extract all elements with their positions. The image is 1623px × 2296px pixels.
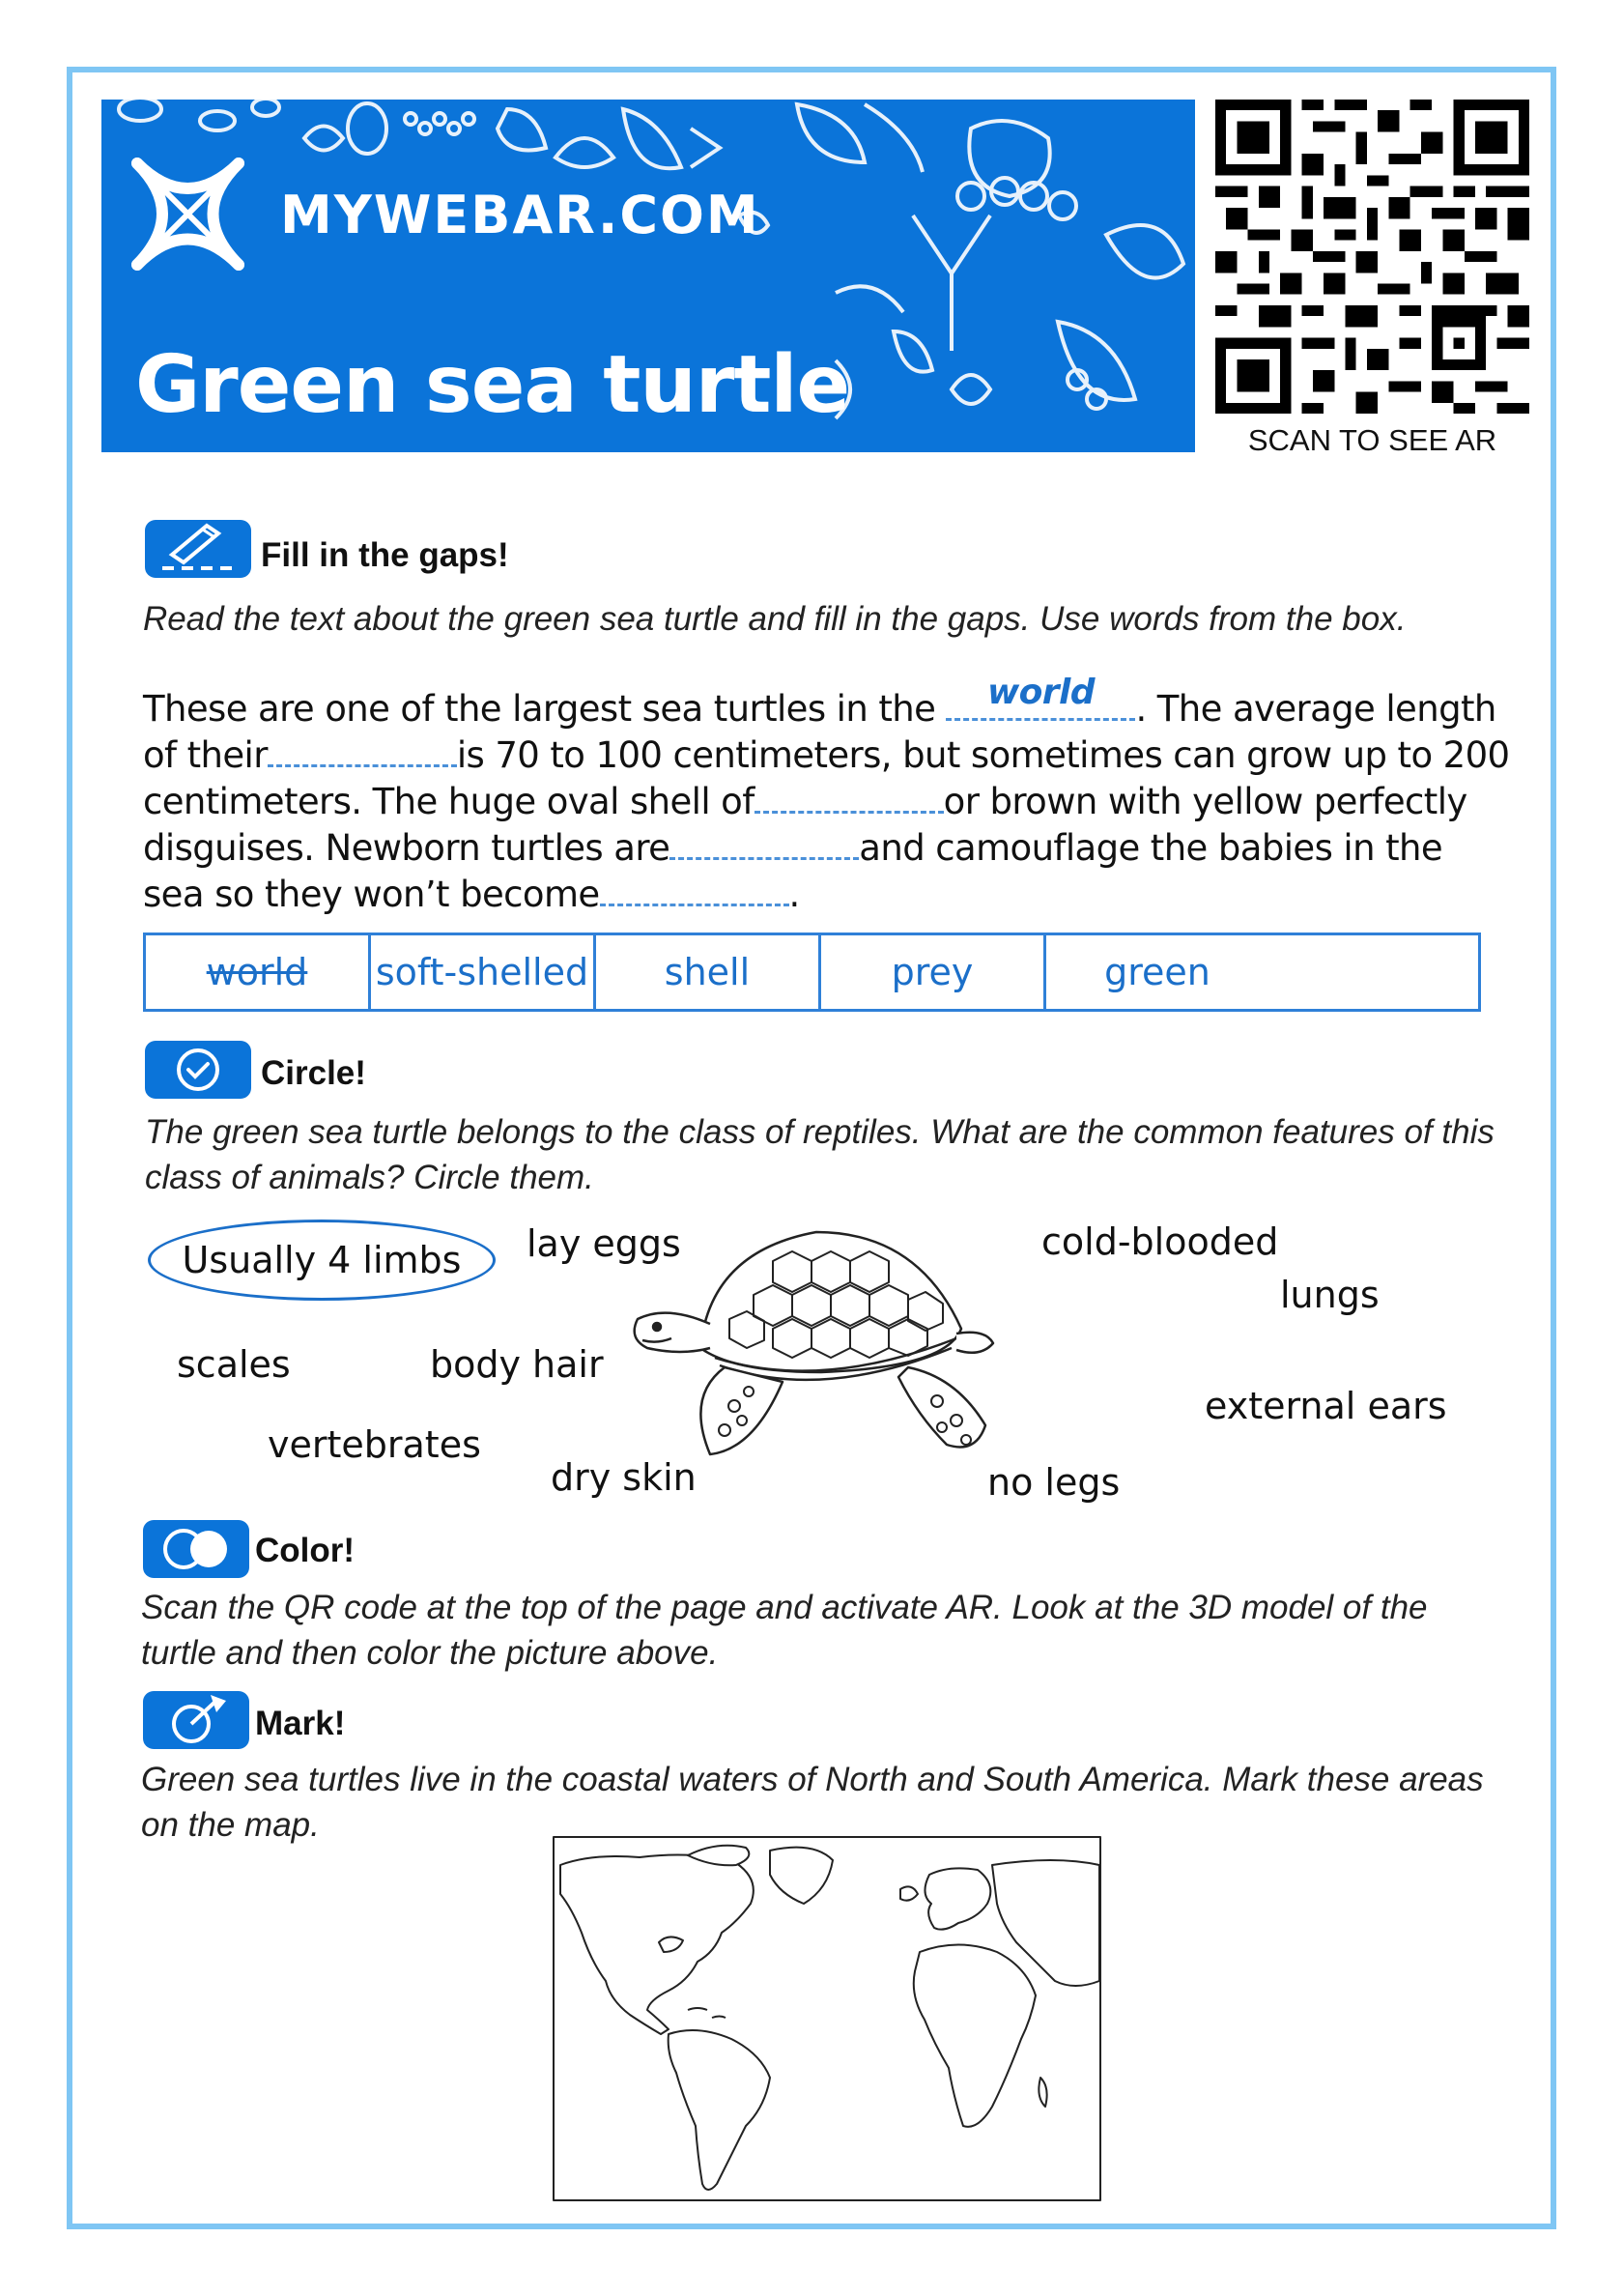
circle-icon-badge — [145, 1041, 251, 1099]
toggle-circles-icon — [143, 1520, 249, 1578]
feature-lungs[interactable]: lungs — [1280, 1274, 1380, 1316]
map-pin-icon — [143, 1691, 249, 1749]
qr-caption: SCAN TO SEE AR — [1247, 423, 1497, 457]
header-banner — [101, 100, 1195, 452]
circle-title: Circle! — [261, 1054, 366, 1092]
gap-3[interactable] — [755, 782, 944, 814]
fill-gaps-title: Fill in the gaps! — [261, 536, 509, 574]
feature-body-hair[interactable]: body hair — [430, 1343, 604, 1386]
circle-instruction: The green sea turtle belongs to the class of reptiles. What are the common features of this class of animals? Circle them. — [145, 1113, 1495, 1196]
text-line-4: disguises. Newborn turtles are and camouflage the babies in the — [143, 827, 1443, 869]
word-option[interactable]: prey — [821, 935, 1046, 1009]
color-title: Color! — [255, 1532, 356, 1569]
text-line-1: These are one of the largest sea turtles in the world . The average length — [143, 673, 1496, 730]
turtle-illustration-icon[interactable] — [628, 1213, 995, 1469]
word-option[interactable]: soft-shelled — [371, 935, 596, 1009]
gap-4[interactable] — [669, 828, 859, 860]
word-box — [143, 933, 1481, 1012]
text-line-3: centimeters. The huge oval shell of or brown with yellow perfectly — [143, 781, 1467, 822]
mark-title: Mark! — [255, 1705, 346, 1742]
mywebar-logo-icon — [128, 154, 248, 274]
gap-1[interactable]: world — [946, 689, 1135, 721]
world-map-icon[interactable] — [553, 1836, 1101, 2201]
pencil-line-icon — [145, 520, 251, 578]
gap-5[interactable] — [600, 875, 789, 906]
qr-code-icon[interactable] — [1215, 100, 1529, 414]
feature-no-legs[interactable]: no legs — [987, 1461, 1121, 1504]
circled-feature[interactable] — [148, 1220, 496, 1301]
text-line-2: of their is 70 to 100 centimeters, but sometimes can grow up to 200 — [143, 734, 1510, 776]
color-instruction: Scan the QR code at the top of the page and activate AR. Look at the 3D model of the turtle and then color the picture above. — [141, 1589, 1428, 1672]
word-option[interactable]: green — [1104, 951, 1210, 993]
feature-lay-eggs[interactable]: lay eggs — [527, 1222, 681, 1265]
fill-gaps-instruction: Read the text about the green sea turtle and fill in the gaps. Use words from the box. — [143, 600, 1407, 638]
page-title: Green sea turtle — [135, 339, 850, 431]
word-option[interactable]: shell — [596, 935, 821, 1009]
mark-instruction: Green sea turtles live in the coastal waters of North and South America. Mark these areas on the map. — [141, 1761, 1484, 1844]
brand-name: MYWEBAR.COM — [280, 185, 760, 245]
feature-cold-blooded[interactable]: cold-blooded — [1041, 1220, 1279, 1263]
color-icon-badge — [143, 1520, 249, 1578]
feature-dry-skin[interactable]: dry skin — [551, 1456, 697, 1499]
gap-2[interactable] — [268, 735, 457, 767]
word-option[interactable]: world — [146, 935, 371, 1009]
mark-icon-badge — [143, 1691, 249, 1749]
feature-scales[interactable]: scales — [177, 1343, 291, 1386]
feature-external-ears[interactable]: external ears — [1205, 1385, 1447, 1427]
feature-label: Usually 4 limbs — [182, 1239, 462, 1281]
feature-vertebrates[interactable]: vertebrates — [268, 1423, 481, 1466]
fill-gaps-icon-badge — [145, 520, 251, 578]
check-circle-icon — [145, 1041, 251, 1099]
text-line-5: sea so they won’t become . — [143, 874, 800, 915]
